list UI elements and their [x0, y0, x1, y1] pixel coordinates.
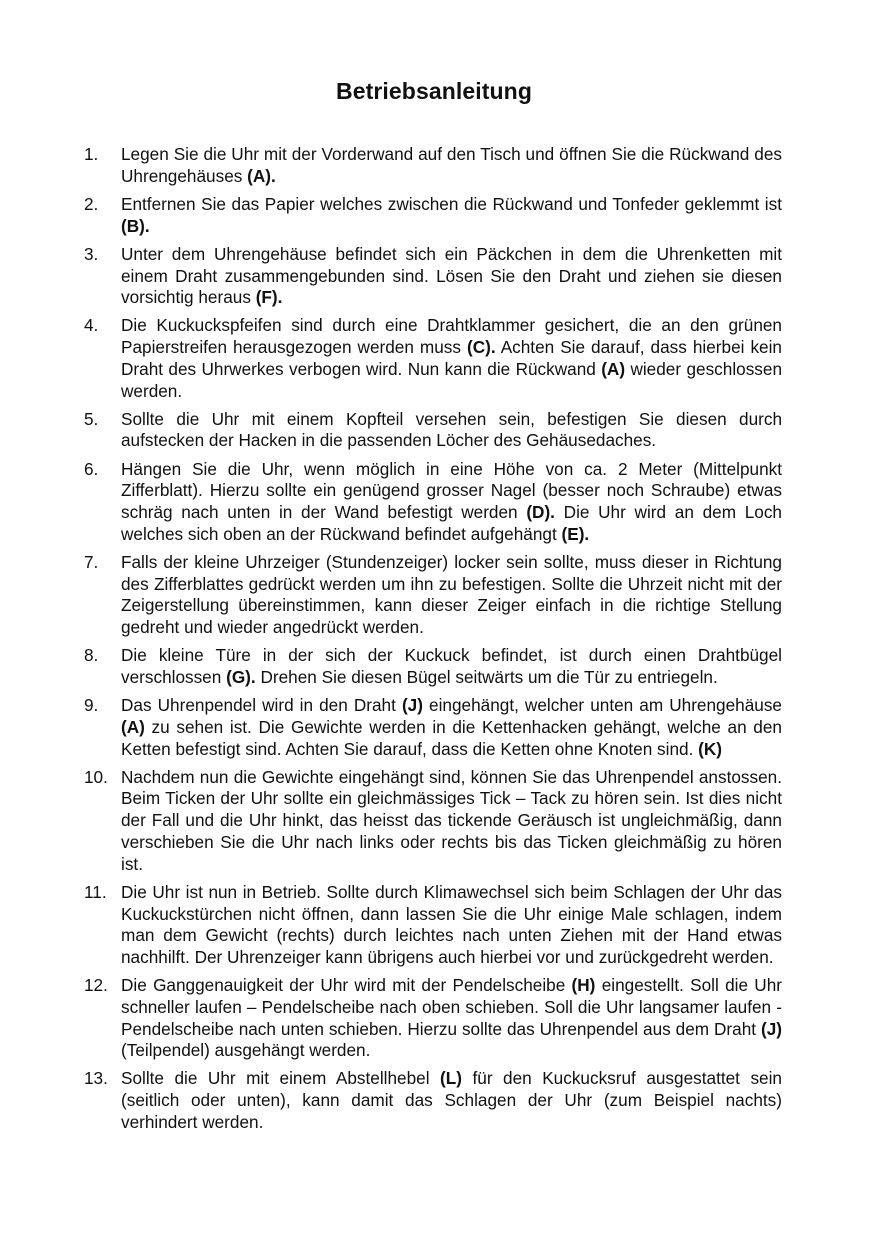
- text-segment: (Teilpendel) ausgehängt werden.: [121, 1040, 371, 1061]
- text-segment: Die Uhr ist nun in Betrieb. Sollte durch Klimawechsel sich beim Schlagen der Uhr das Kuckuckstürchen nicht öffnen, dann lassen Sie die Uhr einige Male schlagen, indem man dem Gewicht (rechts) durch leichtes nach unten Ziehen mit der Hand etwas nachhilft. Der Uhrenzeiger kann übrigens auch hierbei vor und zurückgedreht werden.: [121, 881, 782, 967]
- text-segment: Die Uhr wird an dem Loch welches sich oben an der Rückwand befindet aufgehängt: [121, 502, 782, 544]
- text-segment: für den Kuckucksruf ausgestattet sein (seitlich oder unten), kann damit das Schlagen der Uhr (zum Beispiel nachts) verhindert werden.: [121, 1068, 782, 1132]
- item-text: [121, 552, 782, 639]
- item-text: [121, 194, 782, 237]
- instruction-item: [84, 244, 782, 309]
- text-segment: Falls der kleine Uhrzeiger (Stundenzeiger) locker sein sollte, muss dieser in Richtung des Zifferblattes gedrückt werden um ihn zu befestigen. Sollte die Uhrzeit nicht mit der Zeigerstellung übereinstimmen, kann dieser Zeiger einfach in die richtige Stellung gedreht und wieder angedrückt werden.: [121, 551, 782, 638]
- part-reference: (J): [401, 695, 423, 716]
- instruction-item: [84, 194, 782, 237]
- instruction-item: [84, 975, 782, 1062]
- text-segment: eingehängt, welcher unten am Uhrengehäuse: [422, 695, 782, 716]
- text-segment: Drehen Sie diesen Bügel seitwärts um die Tür zu entriegeln.: [255, 666, 718, 687]
- part-reference: (K): [698, 738, 723, 759]
- part-reference: (C).: [467, 337, 496, 358]
- part-reference: (A): [601, 358, 626, 379]
- page-title: Betriebsanleitung: [336, 78, 532, 104]
- item-text: [121, 975, 782, 1062]
- instruction-item: [84, 552, 782, 639]
- text-segment: eingestellt. Soll die Uhr schneller laufen – Pendelscheibe nach oben schieben. Soll die Uhr langsamer laufen - Pendelscheibe nach unten schieben. Hierzu sollte das Uhrenpendel aus dem Draht: [121, 975, 782, 1039]
- item-number: 1.: [84, 144, 99, 164]
- item-text: [121, 1068, 782, 1133]
- item-number: 13.: [84, 1068, 108, 1089]
- item-text: [121, 315, 782, 402]
- item-text: [121, 459, 782, 546]
- text-segment: zu sehen ist. Die Gewichte werden in die Kettenhacken gehängt, welche an den Ketten befestigt sind. Achten Sie darauf, dass die Ketten ohne Knoten sind.: [121, 716, 782, 759]
- text-segment: Achten Sie darauf, dass hierbei kein Draht des Uhrwerkes verbogen wird. Nun kann die Rückwand: [121, 337, 782, 379]
- text-segment: Sollte die Uhr mit einem Abstellhebel: [121, 1068, 441, 1089]
- item-text: [121, 144, 782, 187]
- item-number: 12.: [84, 975, 108, 996]
- item-number: 7.: [84, 551, 99, 572]
- text-segment: Legen Sie die Uhr mit der Vorderwand auf den Tisch und öffnen Sie die Rückwand des Uhrengehäuses: [121, 144, 782, 186]
- item-text: [121, 244, 782, 309]
- part-reference: (A).: [247, 165, 276, 186]
- instruction-item: [84, 459, 782, 546]
- part-reference: (J): [760, 1018, 782, 1039]
- instruction-item: [84, 144, 782, 187]
- instruction-item: [84, 409, 782, 452]
- instruction-list: [84, 144, 782, 1140]
- item-text: [121, 767, 782, 876]
- part-reference: (D).: [526, 502, 555, 523]
- item-number: 4.: [84, 315, 99, 336]
- item-number: 9.: [84, 695, 99, 716]
- instruction-item: [84, 645, 782, 688]
- item-number: 3.: [84, 243, 99, 264]
- text-segment: Die kleine Türe in der sich der Kuckuck befindet, ist durch einen Drahtbügel verschlossen: [121, 645, 782, 687]
- instruction-item: [84, 315, 782, 402]
- item-text: [121, 882, 782, 969]
- part-reference: (B).: [121, 215, 150, 236]
- instruction-item: [84, 1068, 782, 1133]
- text-segment: Unter dem Uhrengehäuse befindet sich ein Päckchen in dem die Uhrenketten mit einem Draht zusammengebunden sind. Lösen Sie den Draht und ziehen sie diesen vorsichtig heraus: [121, 243, 782, 308]
- item-number: 10.: [84, 766, 108, 787]
- item-number: 8.: [84, 645, 99, 666]
- text-segment: Entfernen Sie das Papier welches zwischen die Rückwand und Tonfeder geklemmt ist: [121, 193, 782, 214]
- item-number: 11.: [84, 881, 107, 902]
- part-reference: (L): [440, 1068, 462, 1089]
- part-reference: (G).: [226, 666, 256, 687]
- item-number: 5.: [84, 408, 99, 429]
- instruction-item: [84, 695, 782, 760]
- part-reference: (H): [571, 975, 596, 996]
- text-segment: wieder geschlossen werden.: [121, 358, 783, 401]
- part-reference: (E).: [561, 523, 590, 544]
- instruction-item: [84, 767, 782, 876]
- item-number: 6.: [84, 458, 99, 479]
- part-reference: (A): [121, 716, 145, 737]
- text-segment: Das Uhrenpendel wird in den Draht: [121, 695, 402, 716]
- part-reference: (F).: [255, 287, 283, 308]
- item-text: [121, 645, 782, 688]
- text-segment: Nachdem nun die Gewichte eingehängt sind, können Sie das Uhrenpendel anstossen. Beim Ticken der Uhr sollte ein gleichmässiges Tick – Tack zu hören sein. Ist dies nicht der Fall und die Uhr hinkt, das heisst das tickende Geräusch ist ungleichmäßig, dann verschieben Sie die Uhr nach links oder rechts bis das Ticken gleichmäßig zu hören ist.: [121, 766, 782, 874]
- text-segment: Sollte die Uhr mit einem Kopfteil versehen sein, befestigen Sie diesen durch aufstecken der Hacken in die passenden Löcher des Gehäusedaches.: [121, 408, 782, 451]
- item-text: [121, 409, 782, 452]
- text-segment: Die Ganggenauigkeit der Uhr wird mit der Pendelscheibe: [121, 975, 572, 996]
- instruction-item: [84, 882, 782, 969]
- item-text: [121, 695, 782, 760]
- text-segment: Die Kuckuckspfeifen sind durch eine Drahtklammer gesichert, die an den grünen Papierstreifen herausgezogen werden muss: [121, 315, 782, 358]
- item-number: 2.: [84, 193, 99, 214]
- text-segment: Hängen Sie die Uhr, wenn möglich in eine Höhe von ca. 2 Meter (Mittelpunkt Zifferblatt). Hierzu sollte ein genügend grosser Nagel (besser noch Schraube) etwas schräg nach unten in der Wand befestigt werden: [121, 458, 782, 523]
